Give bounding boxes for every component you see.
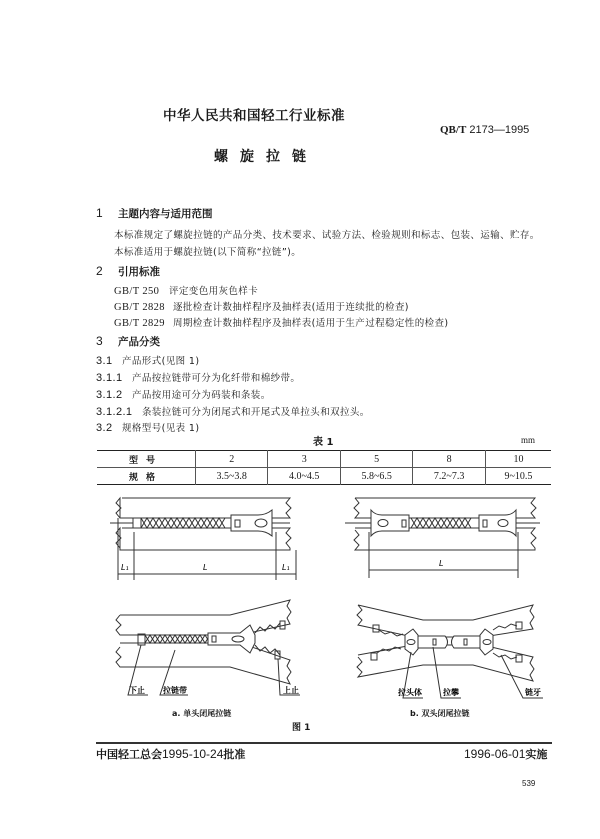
standard-prefix: QB/T [440,124,467,136]
standard-number: 2173—1995 [469,124,530,136]
table-cell: 3.5~3.8 [196,468,268,485]
zipper-double-closed-diagram [333,595,558,710]
section-title: 引用标准 [118,266,160,278]
clause-text: 条装拉链可分为闭尾式和开尾式及单拉头和双拉头。 [142,407,370,418]
figure-1a-caption: a. 单头闭尾拉链 [172,709,232,718]
label-top-stop: 上止 [283,686,299,695]
clause-3-1-2 [96,387,271,401]
reference-title: 评定变色用灰色样卡 [169,286,259,297]
clause-text: 规格型号(见表 1) [122,423,200,434]
clause-text: 产品按拉链带可分为化纤带和棉纱带。 [132,373,301,384]
row-label: 规格 [128,472,163,483]
table-cell: 9~10.5 [485,468,551,485]
spec-table [97,450,551,485]
issuing-organization: 中华人民共和国轻工行业标准 [163,108,345,124]
table-cell: 2 [196,451,268,468]
reference-item [114,315,449,329]
table-caption: 表 1 [313,437,334,448]
reference-code: GB/T 2828 [114,302,165,313]
section-1-heading [96,206,213,221]
approver: 中国轻工总会 [96,748,162,761]
table-cell: 3 [268,451,340,468]
clause-3-1-1 [96,370,300,384]
dim-l: L [203,563,208,572]
document-title: 螺旋拉链 [214,149,318,165]
clause-text: 产品按用途可分为码装和条装。 [132,390,271,401]
label-pull-tab: 拉攀 [443,688,459,697]
section-1-paragraph-2: 本标准适用于螺旋拉链(以下简称“拉链”)。 [114,247,302,258]
clause-3-1 [96,353,199,367]
reference-code: GB/T 2829 [114,318,165,329]
reference-title: 周期检查计数抽样程序及抽样表(适用于生产过程稳定性的检查) [173,318,449,329]
clause-number: 3.1 [96,355,113,367]
table-cell: 7.2~7.3 [413,468,485,485]
clause-3-2 [96,420,199,434]
figure-caption: 图 1 [292,723,311,733]
section-number: 3 [96,334,103,348]
dim-l-right: L [439,559,444,568]
clause-3-1-2-1 [96,404,370,418]
table-cell: 4.0~4.5 [268,468,340,485]
effective-line [464,746,547,762]
zipper-double-dimension-diagram [335,488,550,580]
section-2-heading [96,264,160,279]
table-row [97,468,551,485]
standard-code [440,124,529,136]
page-number: 539 [522,779,536,788]
dim-l1-left: L₁ [121,563,129,572]
table-cell: 8 [413,451,485,468]
effective-suffix: 实施 [525,748,548,761]
approved-date: 1995-10-24 [162,747,224,761]
label-zipper-tape: 拉链带 [163,686,187,695]
table-unit: mm [521,435,536,445]
table-row [97,451,551,468]
section-1-paragraph-1: 本标准规定了螺旋拉链的产品分类、技术要求、试验方法、检验规则和标志、包装、运输、贮存。 [114,230,540,241]
section-title: 主题内容与适用范围 [118,208,213,220]
section-title: 产品分类 [118,336,160,348]
table-cell: 5 [340,451,412,468]
row-label: 型号 [97,451,196,468]
figure-1b-caption: b. 双头闭尾拉链 [410,709,470,718]
clause-number: 3.2 [96,422,113,434]
zipper-single-closed-diagram [100,595,315,710]
dim-l1-right: L₁ [282,563,290,572]
clause-number: 3.1.2.1 [96,406,133,418]
reference-item [114,283,258,297]
clause-number: 3.1.2 [96,389,123,401]
reference-title: 逐批检查计数抽样程序及抽样表(适用于连续批的检查) [173,302,409,313]
section-number: 2 [96,264,103,278]
reference-code: GB/T 250 [114,286,160,297]
footer-divider [96,742,552,744]
section-3-heading [96,334,160,349]
effective-date: 1996-06-01 [464,747,526,761]
approved-suffix: 批准 [223,748,246,761]
clause-text: 产品形式(见图 1) [122,356,200,367]
zipper-single-dimension-diagram [100,488,310,583]
section-number: 1 [96,206,103,220]
label-slider-body: 拉头体 [398,688,422,697]
label-chain-teeth: 链牙 [525,688,541,697]
label-bottom-stop: 下止 [129,686,145,695]
clause-number: 3.1.1 [96,372,123,384]
table-cell: 10 [485,451,551,468]
table-cell: 5.8~6.5 [340,468,412,485]
reference-item [114,299,409,313]
approval-line [96,746,245,762]
